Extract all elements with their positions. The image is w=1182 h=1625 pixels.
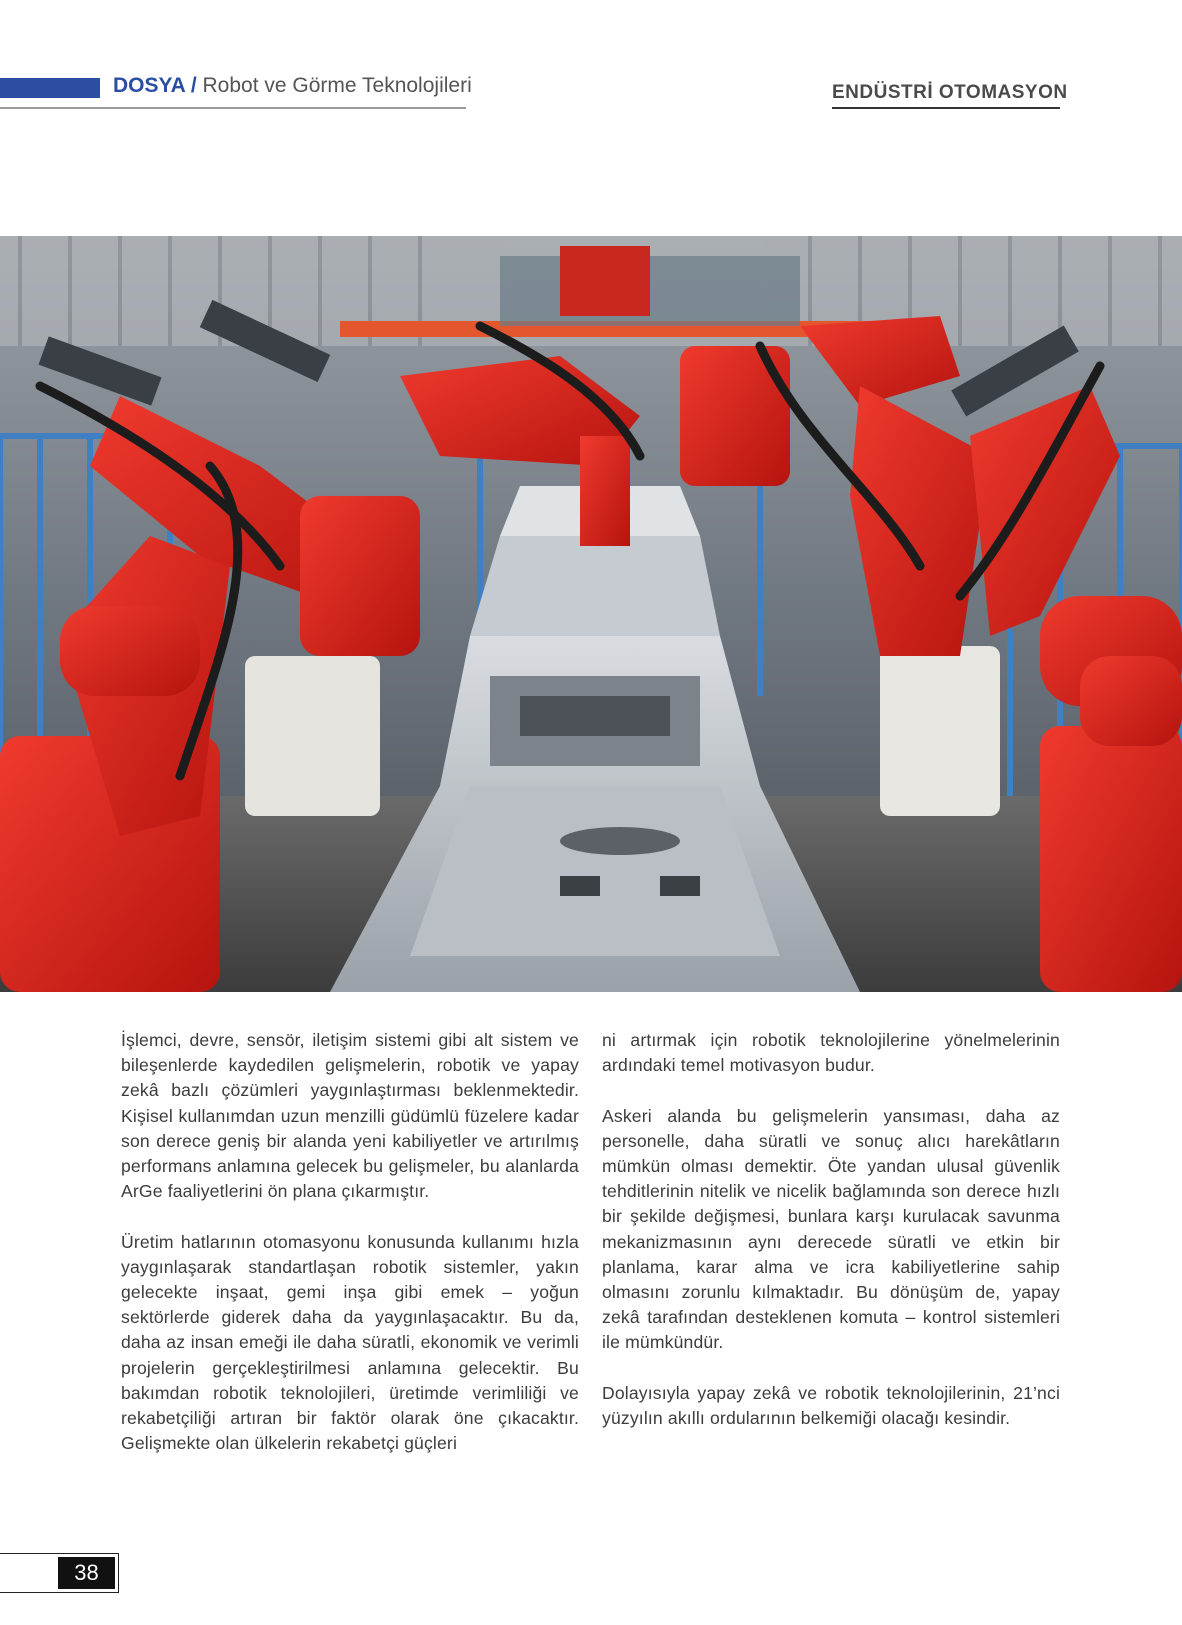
section-subtitle: Robot ve Görme Teknolojileri [202, 74, 472, 97]
section-name: DOSYA [113, 74, 185, 97]
article-paragraph: İşlemci, devre, sensör, iletişim sistemi gibi alt sistem ve bileşenlerde kaydedilen gelişmelerin, robotik ve yapay zekâ bazlı çözümleri yaygınlaştırması beklenmektedir. Kişisel kullanımdan uzun menzilli güdümlü füzelere kadar son derece geniş bir alanda yeni kabiliyetler ve artırılmış performans anlamına gelecek bu gelişmeler, bu alanlarda ArGe faaliyetlerini ön plana çıkarmıştır. [121, 1030, 579, 1202]
article-column-right [602, 1028, 1060, 1456]
article-paragraph: ni artırmak için robotik teknolojilerine yönelmelerinin ardındaki temel motivasyon budur. [602, 1030, 1060, 1076]
robotic-assembly-line-photo [0, 236, 1182, 992]
magazine-section-title: ENDÜSTRİ OTOMASYON [832, 82, 1060, 109]
article-column-left [121, 1028, 579, 1482]
section-separator: / [184, 74, 203, 97]
section-header [113, 74, 472, 98]
header-rule [0, 107, 466, 109]
section-color-bar [0, 78, 100, 98]
article-paragraph: Askeri alanda bu gelişmelerin yansıması, daha az personelle, daha süratli ve sonuç alıcı harekâtların mümkün olması demektir. Öte yandan ulusal güvenlik tehditlerinin nitelik ve nicelik bağlamında son derece hızlı bir şekilde değişmesi, bunlara karşı kurulacak savunma mekanizmasının aynı derecede süratli ve etkin bir planlama, karar alma ve icra kabiliyetlerine sahip olmasını zorunlu kılmaktadır. Bu dönüşüm de, yapay zekâ tarafından desteklenen komuta – kontrol sistemleri ile mümkündür. [602, 1105, 1060, 1353]
article-paragraph: Üretim hatlarının otomasyonu konusunda kullanımı hızla yaygınlaşarak standartlaşan robotik sistemler, yakın gelecekte inşaat, gemi inşa gibi emek – yoğun sektörlerde giderek daha da yaygınlaşacaktır. Bu da, daha az insan emeği ile daha süratli, ekonomik ve verimli projelerin gerçekleştirilmesi anlamına gelecektir. Bu bakımdan robotik teknolojileri, üretimde verimliliği ve rekabetçiliği artıran bir faktör olarak öne çıkacaktır. Gelişmekte olan ülkelerin rekabetçi güçleri [121, 1231, 579, 1454]
page-number: 38 [58, 1557, 115, 1589]
article-paragraph: Dolayısıyla yapay zekâ ve robotik teknolojilerinin, 21’nci yüzyılın akıllı ordularının belkemiği olacağı kesindir. [602, 1382, 1060, 1429]
